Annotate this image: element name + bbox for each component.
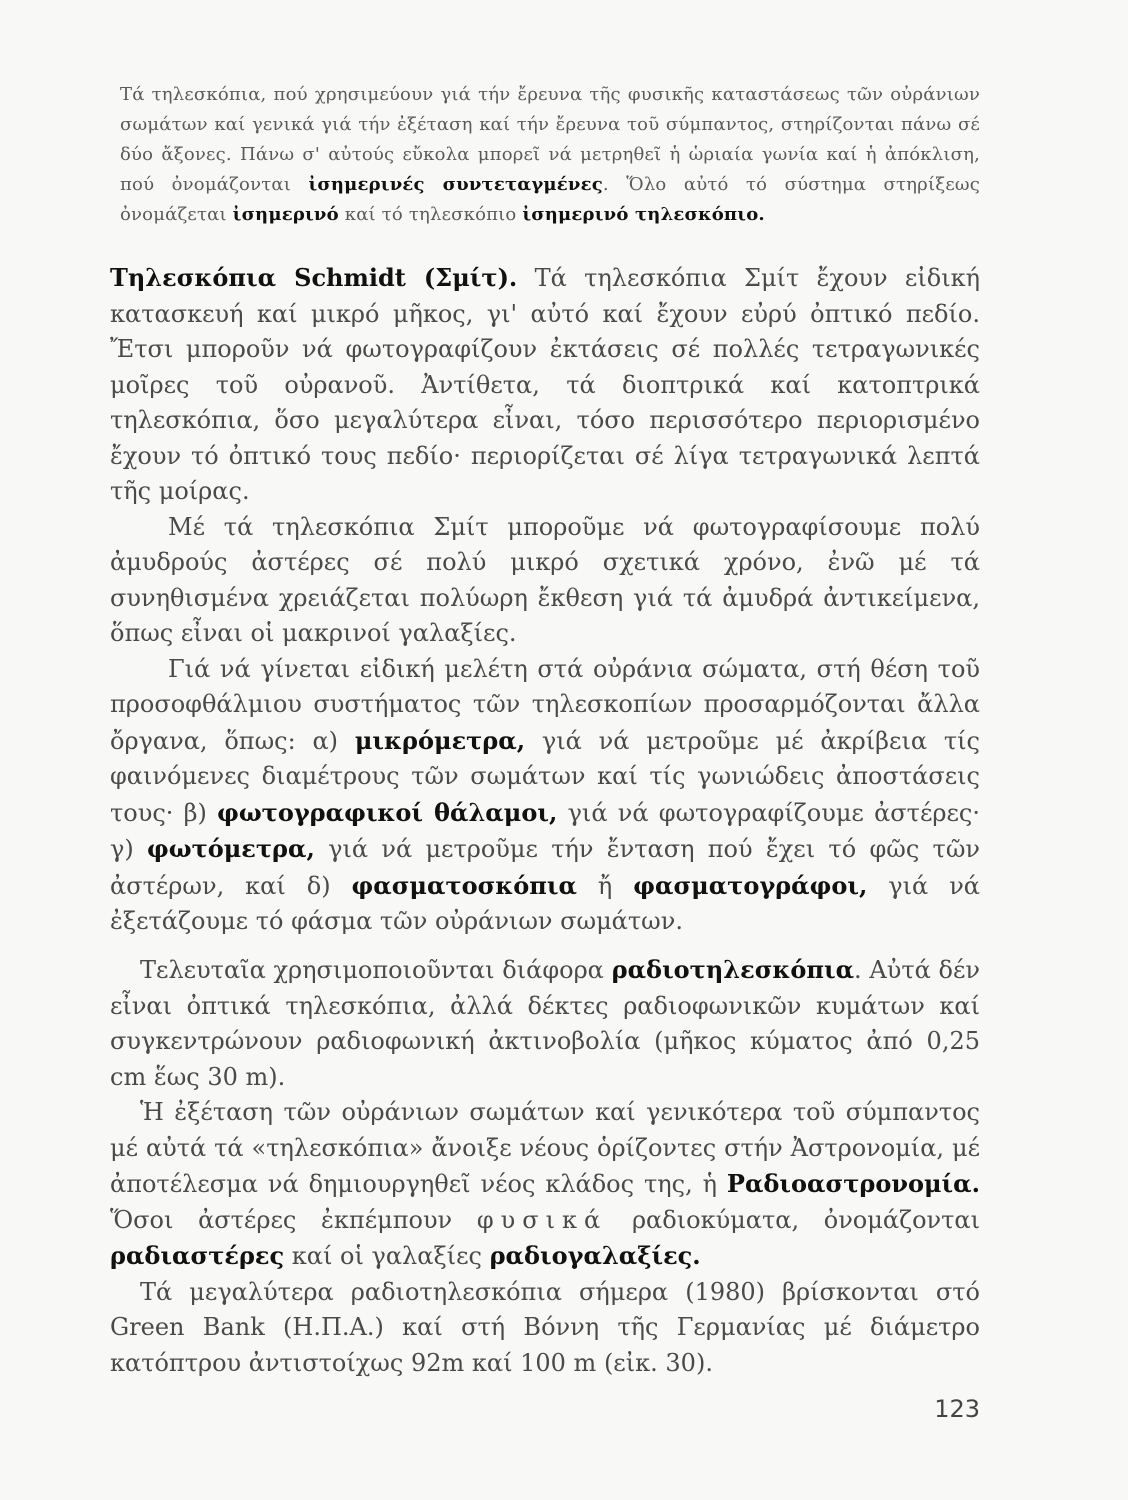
term-photometers: φωτόμετρα, — [147, 834, 315, 863]
radio-paragraph-1 — [110, 952, 980, 1095]
page-number: 123 — [934, 1395, 980, 1423]
section-heading-schmidt: Τηλεσκόπια Schmidt (Σμίτ). — [110, 263, 518, 292]
schmidt-paragraph-2: Μέ τά τηλεσκόπια Σμίτ μποροῦμε νά φωτογραφίσουμε πολύ ἀμυδρούς ἀστέρες σέ πολύ μικρό σχετικά χρόνο, ἐνῶ μέ τά συνηθισμένα χρειάζεται πολύωρη ἔκθεση γιά τά ἀμυδρά ἀντικείμενα, ὅπως εἶναι οἱ μακρινοί γαλαξίες. — [110, 512, 980, 647]
schmidt-paragraph-1 — [110, 260, 980, 510]
radio-text: Ἡ ἐξέταση τῶν οὐράνιων σωμάτων καί γενικότερα τοῦ σύμπαντος μέ αὐτά τά «τηλεσκόπια» ἄνοιξε νέους ὁρίζοντες στήν Ἀστρονομία, μέ ἀποτέλεσμα νά δημιουργηθεῖ νέος κλάδος της, ἡ — [110, 1098, 980, 1198]
instruments-text: ἤ — [576, 871, 634, 900]
instruments-text: Γιά νά γίνεται εἰδική μελέτη στά οὐράνια σώματα, στή θέση τοῦ προσοφθάλμιου συστήματος τῶν τηλεσκοπίων προσαρμόζονται ἄλλα ὄργανα, ὅπως: α) — [110, 654, 980, 755]
term-equatorial: ἰσημερινό — [232, 204, 339, 225]
radio-text: . Αὐτά δέν εἶναι ὀπτικά τηλεσκόπια, ἀλλά δέκτες ραδιοφωνικῶν κυμάτων καί συγκεντρώνουν ραδιοφωνική ἀκτινοβολία (μῆκος κύματος ἀπό 0,25 cm ἕως 30 m). — [110, 956, 981, 1091]
term-equatorial-coordinates: ἰσημερινές συντεταγμένες — [308, 174, 603, 195]
radio-text: καί οἱ γαλαξίες — [284, 1242, 490, 1270]
intro-text: Τά τηλεσκόπια, πού χρησιμεύουν γιά τήν ἔρευνα τῆς φυσικῆς καταστάσεως τῶν οὐράνιων σωμάτων καί γενικά γιά τήν ἐξέταση καί τήν ἔρευνα τοῦ σύμπαντος, στηρίζονται πάνω σέ δύο ἄξονες. Πάνω σ' αὐτούς εὔκολα μπορεῖ νά μετρηθεῖ ἡ ὡριαία γωνία καί ἡ ἀπόκλιση, πού ὀνομάζονται — [120, 84, 980, 195]
radio-section — [110, 952, 980, 1381]
instruments-text: γιά νά μετροῦμε μέ ἀκρίβεια τίς φαινόμενες διαμέτρους τῶν σωμάτων καί τίς γωνιώδεις ἀποστάσεις τους· β) — [110, 726, 980, 827]
radio-text: ραδιοκύματα, ὀνομάζονται — [607, 1205, 981, 1234]
term-radio-astronomy: Ραδιοαστρονομία. — [726, 1169, 980, 1198]
instruments-paragraph — [110, 652, 980, 940]
term-spectrographs: φασματογράφοι, — [633, 870, 868, 900]
intro-text: . Ὅλο αὐτό τό σύστημα στηρίξεως ὀνομάζεται — [120, 174, 981, 225]
schmidt-text: Τά τηλεσκόπια Σμίτ ἔχουν εἰδική κατασκευή καί μικρό μῆκος, γι' αὐτό καί ἔχουν εὐρύ ὀπτικό πεδίο. Ἔτσι μποροῦν νά φωτογραφίζουν ἐκτάσεις σέ πολλές τετραγωνικές μοῖρες τοῦ οὐρανοῦ. Ἀντίθετα, τά διοπτρικά καί κατοπτρικά τηλεσκόπια, ὅσο μεγαλύτερα εἶναι, τόσο περισσότερο περιορισμένο ἔχουν τό ὀπτικό τους πεδίο· περιορίζεται σέ λίγα τετραγωνικά λεπτά τῆς μοίρας. — [110, 264, 980, 505]
radio-paragraph-3: Τά μεγαλύτερα ραδιοτηλεσκόπια σήμερα (1980) βρίσκονται στό Green Bank (Η.Π.Α.) καί στή Βόννη τῆς Γερμανίας μέ διάμετρο κατόπτρου ἀντιστοίχως 92m καί 100 m (εἰκ. 30). — [110, 1277, 980, 1377]
schmidt-section — [110, 260, 980, 940]
radio-text: Τελευταῖα χρησιμοποιοῦνται διάφορα — [140, 956, 612, 984]
radio-text: Ὅσοι ἀστέρες ἐκπέμπουν — [110, 1205, 477, 1234]
term-photographic-chambers: φωτογραφικοί θάλαμοι, — [217, 797, 558, 827]
term-equatorial-telescope: ἰσημερινό τηλεσκόπιο. — [522, 204, 765, 225]
instruments-text: γιά νά φωτογραφίζουμε ἀστέρες· γ) — [110, 798, 980, 863]
term-spectroscopes: φασματοσκόπια — [351, 870, 577, 900]
term-radio-telescopes: ραδιοτηλεσκόπια — [611, 955, 855, 984]
instruments-text: γιά νά μετροῦμε τήν ἔνταση πού ἔχει τό φῶς τῶν ἀστέρων, καί δ) — [110, 835, 980, 900]
radio-paragraph-2 — [110, 1095, 980, 1275]
intro-text: καί τό τηλεσκόπιο — [338, 204, 523, 225]
term-radio-stars: ραδιαστέρες — [110, 1241, 285, 1270]
spaced-word: φυσικά — [476, 1205, 608, 1234]
instruments-text: γιά νά ἐξετάζουμε τό φάσμα τῶν οὐράνιων σωμάτων. — [110, 871, 981, 935]
term-micrometers: μικρόμετρα, — [354, 725, 526, 755]
term-radio-galaxies: ραδιογαλαξίες. — [489, 1241, 701, 1270]
intro-paragraph — [120, 80, 980, 230]
